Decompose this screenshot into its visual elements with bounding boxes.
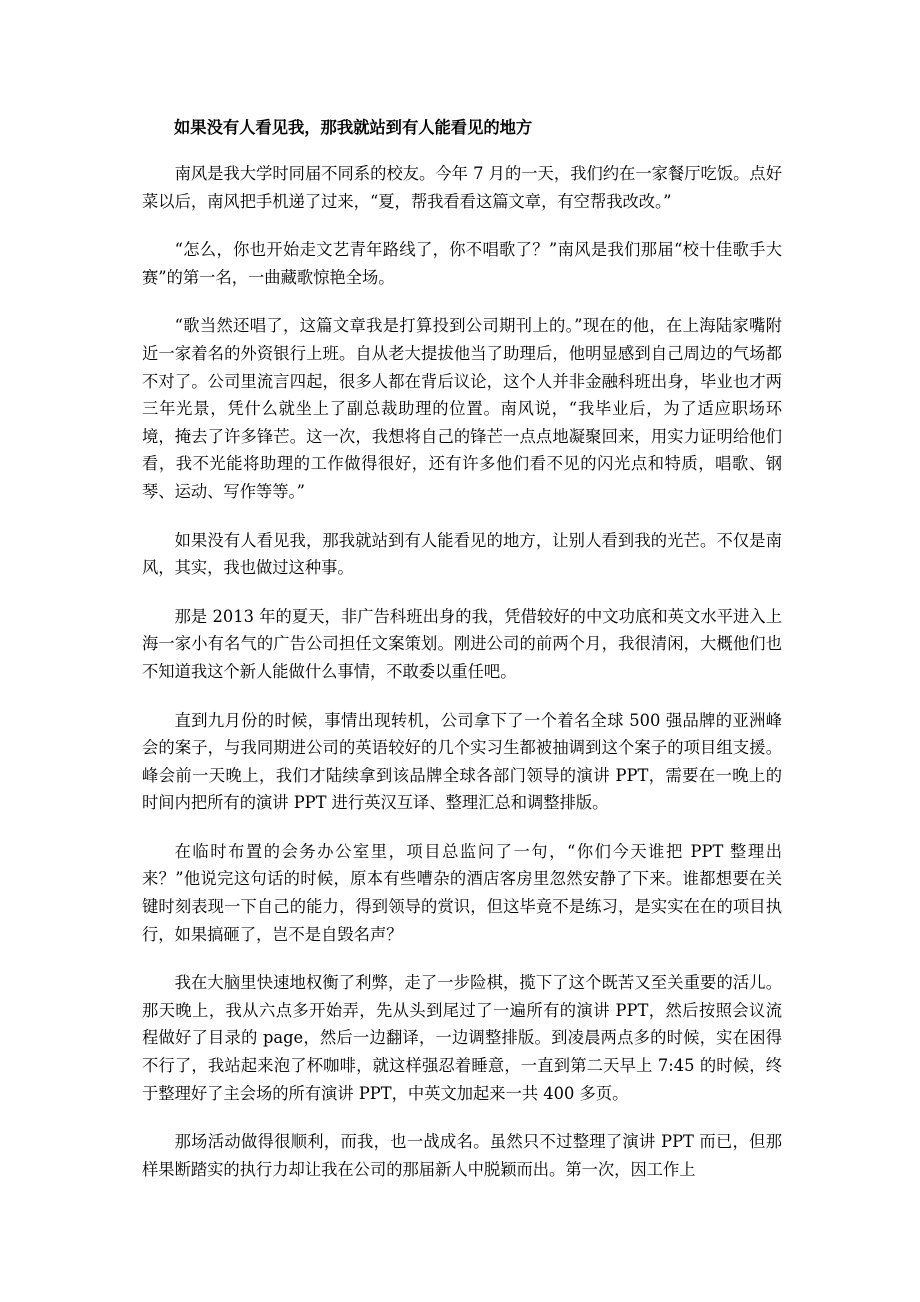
paragraph-2: “怎么，你也开始走文艺青年路线了，你不唱歌了？”南风是我们那届“校十佳歌手大赛”的第一名，一曲藏歌惊艳全场。 <box>142 240 782 287</box>
paragraph-3: “歌当然还唱了，这篇文章我是打算投到公司期刊上的。”现在的他，在上海陆家嘴附近一家着名的外资银行上班。自从老大提拔他当了助理后，他明显感到自己周边的气场都不对了。公司里流言四起，很多人都在背后议论，这个人并非金融科班出身，毕业也才两三年光景，凭什么就坐上了副总裁助理的位置。南风说，“我毕业后，为了适应职场环境，掩去了许多锋芒。这一次，我想将自己的锋芒一点点地凝聚回来，用实力证明给他们看，我不光能将助理的工作做得很好，还有许多他们看不见的闪光点和特质，唱歌、钢琴、运动、写作等等。” <box>142 316 782 501</box>
paragraph-8: 我在大脑里快速地权衡了利弊，走了一步险棋，揽下了这个既苦又至关重要的活儿。那天晚上，我从六点多开始弄，先从头到尾过了一遍所有的演讲 PPT，然后按照会议流程做好了目录的 page，然后一边翻译，一边调整排版。到凌晨两点多的时候，实在困得不行了，我站起来泡了杯咖啡，就这样强忍着睡意，一直到第二天早上 7:45 的时候，终于整理好了主会场的所有演讲 PPT，中英文加起来一共 400 多页。 <box>142 973 782 1103</box>
paragraph-4: 如果没有人看见我，那我就站到有人能看见的地方，让别人看到我的光芒。不仅是南风，其实，我也做过这种事。 <box>142 530 782 578</box>
article-title: 如果没有人看见我，那我就站到有人能看见的地方 <box>174 118 533 137</box>
paragraph-5: 那是 2013 年的夏天，非广告科班出身的我，凭借较好的中文功底和英文水平进入上海一家小有名气的广告公司担任文案策划。刚进公司的前两个月，我很清闲，大概他们也不知道我这个新人能做什么事情，不敢委以重任吧。 <box>142 606 782 681</box>
paragraph-1: 南风是我大学时同届不同系的校友。今年 7 月的一天，我们约在一家餐厅吃饭。点好菜以后，南风把手机递了过来，“夏，帮我看看这篇文章，有空帮我改改。” <box>142 164 782 211</box>
paragraph-6: 直到九月份的时候，事情出现转机，公司拿下了一个着名全球 500 强品牌的亚洲峰会的案子，与我同期进公司的英语较好的几个实习生都被抽调到这个案子的项目组支援。峰会前一天晚上，我们才陆续拿到该品牌全球各部门领导的演讲 PPT，需要在一晚上的时间内把所有的演讲 PPT 进行英汉互译、整理汇总和调整排版。 <box>142 710 782 813</box>
paragraph-7: 在临时布置的会务办公室里，项目总监问了一句，“你们今天谁把 PPT 整理出来？”他说完这句话的时候，原本有些嘈杂的酒店客房里忽然安静了下来。谁都想要在关键时刻表现一下自己的能力，得到领导的赏识，但这毕竟不是练习，是实实在在的项目执行，如果搞砸了，岂不是自毁名声？ <box>142 841 782 944</box>
document-page <box>142 100 782 1204</box>
paragraph-9: 那场活动做得很顺利，而我，也一战成名。虽然只不过整理了演讲 PPT 而已，但那样果断踏实的执行力却让我在公司的那届新人中脱颖而出。第一次，因工作上 <box>142 1132 782 1179</box>
